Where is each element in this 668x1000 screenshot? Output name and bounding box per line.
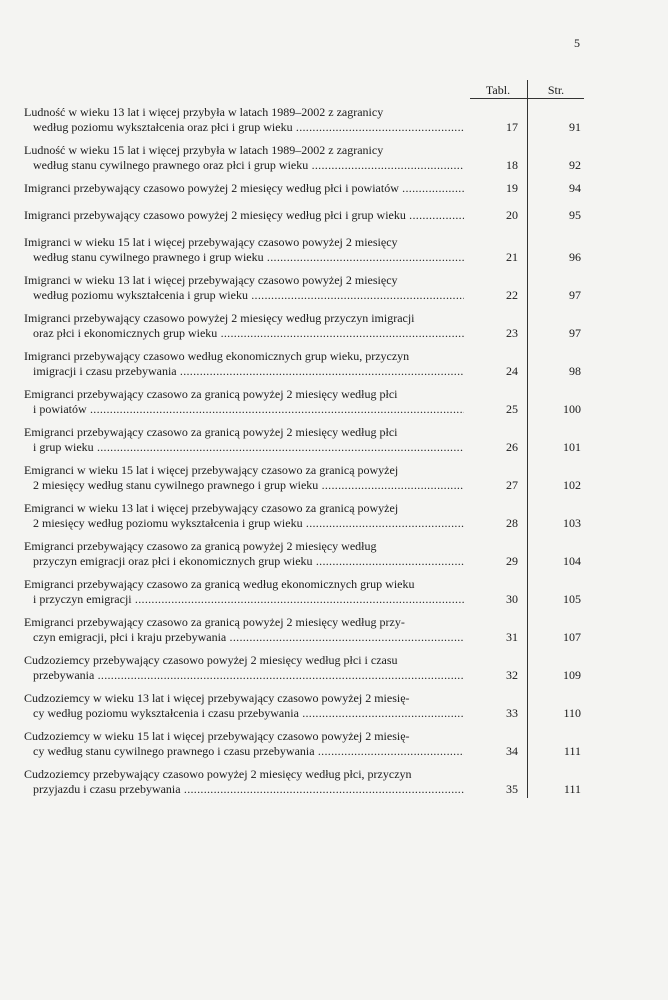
toc-entry-table-number: 22 xyxy=(506,288,518,302)
toc-entry-page-number: 92 xyxy=(569,158,581,172)
toc-entry-line: 2 miesięcy według stanu cywilnego prawnego i grup wieku ..... xyxy=(24,478,464,493)
toc-entry-description xyxy=(24,105,464,135)
toc-entry-table-number: 29 xyxy=(506,554,518,568)
toc-entry-line: według stanu cywilnego prawnego i grup wieku ..... xyxy=(24,250,464,265)
toc-entry-line: Imigranci przebywający czasowo powyżej 2 miesięcy według płci i powiatów ..... xyxy=(24,181,464,196)
toc-entry-line: Cudzoziemcy w wieku 13 lat i więcej przebywający czasowo powyżej 2 miesię- xyxy=(24,691,410,705)
toc-entry-table-number: 33 xyxy=(506,706,518,720)
toc-entry-page-number: 109 xyxy=(563,668,581,682)
toc-entry-line: Emigranci przebywający czasowo za granicą według ekonomicznych grup wieku xyxy=(24,577,415,591)
toc-entry-description xyxy=(24,615,464,645)
toc-entry-page-number: 107 xyxy=(563,630,581,644)
toc-entry-description xyxy=(24,387,464,417)
toc-entry-description xyxy=(24,181,464,196)
toc-entry-description xyxy=(24,463,464,493)
toc-entry xyxy=(24,463,584,493)
toc-entry-line: Cudzoziemcy w wieku 15 lat i więcej przebywający czasowo powyżej 2 miesię- xyxy=(24,729,410,743)
toc-entry-line: według poziomu wykształcenia oraz płci i grup wieku ..... xyxy=(24,120,464,135)
toc-entry-description xyxy=(24,577,464,607)
toc-entry-table-number: 28 xyxy=(506,516,518,530)
toc-entries xyxy=(24,105,584,805)
toc-entry-line: Ludność w wieku 13 lat i więcej przybyła w latach 1989–2002 z zagranicy xyxy=(24,105,384,119)
toc-entry-table-number: 20 xyxy=(506,208,518,222)
toc-entry-table-number: 17 xyxy=(506,120,518,134)
toc-entry xyxy=(24,235,584,265)
toc-entry-line: Ludność w wieku 15 lat i więcej przybyła w latach 1989–2002 z zagranicy xyxy=(24,143,384,157)
toc-entry xyxy=(24,729,584,759)
toc-entry-line: cy według poziomu wykształcenia i czasu przebywania ..... xyxy=(24,706,464,721)
toc-entry-line: i przyczyn emigracji ..... xyxy=(24,592,464,607)
header-tabl: Tabl. xyxy=(485,83,511,97)
toc-entry-page-number: 111 xyxy=(563,744,581,758)
toc-entry xyxy=(24,208,584,223)
toc-entry-line: i powiatów ..... xyxy=(24,402,464,417)
toc-entry-table-number: 31 xyxy=(506,630,518,644)
toc-entry-table-number: 24 xyxy=(506,364,518,378)
toc-entry-line: oraz płci i ekonomicznych grup wieku ..... xyxy=(24,326,464,341)
toc-entry-line: przyjazdu i czasu przebywania ..... xyxy=(24,782,464,797)
toc-entry-table-number: 30 xyxy=(506,592,518,606)
toc-entry-line: przebywania ..... xyxy=(24,668,464,683)
toc-entry-line: według stanu cywilnego prawnego oraz płci i grup wieku ..... xyxy=(24,158,464,173)
toc-entry-page-number: 96 xyxy=(569,250,581,264)
toc-entry-description xyxy=(24,273,464,303)
toc-entry-page-number: 103 xyxy=(563,516,581,530)
toc-entry xyxy=(24,539,584,569)
toc-entry xyxy=(24,105,584,135)
toc-entry-line: Emigranci przebywający czasowo za granicą powyżej 2 miesięcy według płci xyxy=(24,425,398,439)
toc-entry-table-number: 27 xyxy=(506,478,518,492)
toc-entry-table-number: 23 xyxy=(506,326,518,340)
toc-entry-page-number: 94 xyxy=(569,181,581,195)
toc-entry-page-number: 98 xyxy=(569,364,581,378)
toc-entry xyxy=(24,387,584,417)
toc-entry-table-number: 34 xyxy=(506,744,518,758)
toc-entry-page-number: 102 xyxy=(563,478,581,492)
toc-entry-description xyxy=(24,729,464,759)
toc-entry-line: Imigranci przebywający czasowo powyżej 2 miesięcy według przyczyn imigracji xyxy=(24,311,415,325)
toc-entry xyxy=(24,311,584,341)
toc-entry-line: przyczyn emigracji oraz płci i ekonomicznych grup wieku ..... xyxy=(24,554,464,569)
toc-entry-line: czyn emigracji, płci i kraju przebywania ..... xyxy=(24,630,464,645)
toc-entry-line: Imigranci w wieku 13 lat i więcej przebywający czasowo powyżej 2 miesięcy xyxy=(24,273,398,287)
toc-entry-description xyxy=(24,349,464,379)
toc-entry-line: Imigranci przebywający czasowo według ekonomicznych grup wieku, przyczyn xyxy=(24,349,410,363)
toc-entry-description xyxy=(24,208,464,223)
toc-entry-line: Emigranci przebywający czasowo za granicą powyżej 2 miesięcy według xyxy=(24,539,377,553)
toc-entry xyxy=(24,143,584,173)
toc-entry-table-number: 25 xyxy=(506,402,518,416)
toc-entry-line: imigracji i czasu przebywania ..... xyxy=(24,364,464,379)
toc-entry-description xyxy=(24,539,464,569)
toc-entry-page-number: 111 xyxy=(563,782,581,796)
toc-entry-line: Cudzoziemcy przebywający czasowo powyżej 2 miesięcy według płci, przyczyn xyxy=(24,767,412,781)
toc-entry-line: Emigranci przebywający czasowo za granicą powyżej 2 miesięcy według płci xyxy=(24,387,398,401)
toc-entry-description xyxy=(24,691,464,721)
toc-entry-page-number: 97 xyxy=(569,288,581,302)
toc-entry-line: Imigranci w wieku 15 lat i więcej przebywający czasowo powyżej 2 miesięcy xyxy=(24,235,398,249)
toc-entry-table-number: 19 xyxy=(506,181,518,195)
toc-entry-line: Imigranci przebywający czasowo powyżej 2 miesięcy według płci i grup wieku ..... xyxy=(24,208,464,223)
toc-entry-line: Cudzoziemcy przebywający czasowo powyżej 2 miesięcy według płci i czasu xyxy=(24,653,398,667)
toc-entry xyxy=(24,767,584,797)
toc-entry-table-number: 35 xyxy=(506,782,518,796)
toc-entry-description xyxy=(24,767,464,797)
toc-entry-table-number: 26 xyxy=(506,440,518,454)
toc-entry xyxy=(24,653,584,683)
toc-entry-description xyxy=(24,653,464,683)
toc-entry xyxy=(24,349,584,379)
toc-entry-page-number: 97 xyxy=(569,326,581,340)
toc-entry-line: według poziomu wykształcenia i grup wieku ..... xyxy=(24,288,464,303)
toc-entry-table-number: 21 xyxy=(506,250,518,264)
toc-entry-description xyxy=(24,143,464,173)
toc-entry xyxy=(24,501,584,531)
toc-entry-line: Emigranci przebywający czasowo za granicą powyżej 2 miesięcy według przy- xyxy=(24,615,405,629)
toc-entry-page-number: 104 xyxy=(563,554,581,568)
toc-entry-line: cy według stanu cywilnego prawnego i czasu przebywania ..... xyxy=(24,744,464,759)
toc-entry xyxy=(24,273,584,303)
toc-entry-page-number: 101 xyxy=(563,440,581,454)
toc-entry-table-number: 18 xyxy=(506,158,518,172)
toc-entry-description xyxy=(24,501,464,531)
page-number: 5 xyxy=(574,36,580,50)
toc-entry-line: Emigranci w wieku 13 lat i więcej przebywający czasowo za granicą powyżej xyxy=(24,501,399,515)
toc-entry-page-number: 91 xyxy=(569,120,581,134)
toc-entry-line: 2 miesięcy według poziomu wykształcenia i grup wieku ..... xyxy=(24,516,464,531)
toc-entry-description xyxy=(24,425,464,455)
toc-entry-table-number: 32 xyxy=(506,668,518,682)
toc-entry-description xyxy=(24,311,464,341)
toc-entry xyxy=(24,425,584,455)
toc-entry-page-number: 100 xyxy=(563,402,581,416)
toc-entry xyxy=(24,615,584,645)
toc-entry xyxy=(24,577,584,607)
toc-entry xyxy=(24,691,584,721)
header-str: Str. xyxy=(547,83,565,97)
toc-entry-page-number: 105 xyxy=(563,592,581,606)
toc-entry-page-number: 110 xyxy=(563,706,581,720)
toc-entry xyxy=(24,181,584,196)
toc-entry-description xyxy=(24,235,464,265)
toc-entry-line: Emigranci w wieku 15 lat i więcej przebywający czasowo za granicą powyżej xyxy=(24,463,399,477)
toc-entry-line: i grup wieku ..... xyxy=(24,440,464,455)
toc-entry-page-number: 95 xyxy=(569,208,581,222)
